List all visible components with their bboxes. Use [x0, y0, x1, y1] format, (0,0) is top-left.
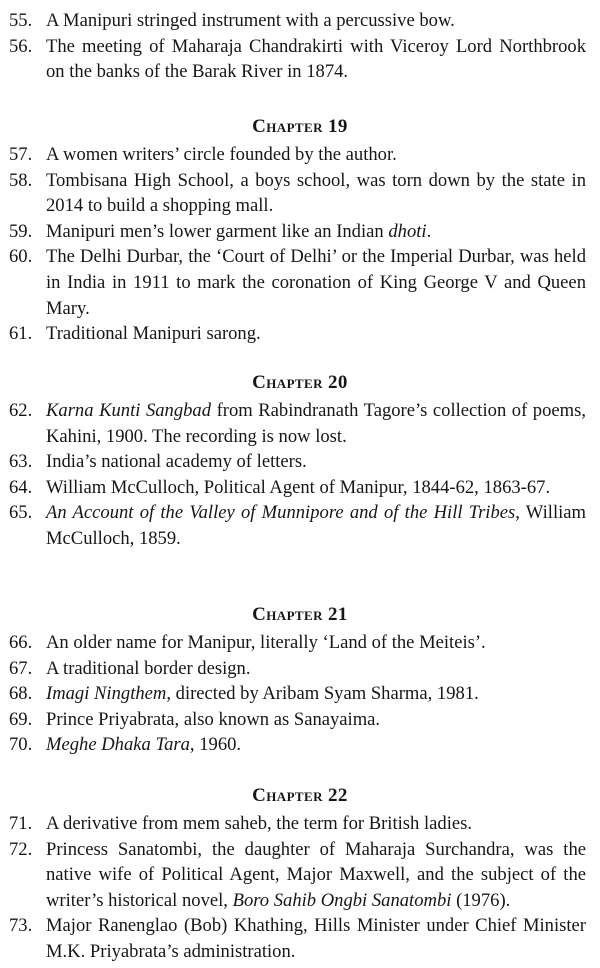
note-number: 71. — [9, 813, 33, 834]
note-number: 56. — [9, 35, 33, 57]
chapter-heading: Chapter 20 — [252, 372, 348, 393]
note-text: Imagi Ningthem, directed by Aribam Syam Sharma, 1981. — [46, 683, 479, 705]
note-71 — [0, 811, 600, 837]
note-55 — [0, 8, 600, 34]
note-text: A Manipuri stringed instrument with a percussive bow. — [46, 10, 455, 31]
note-61 — [0, 321, 600, 347]
note-number: 62. — [9, 400, 33, 421]
note-67 — [0, 656, 600, 682]
note-text: Prince Priyabrata, also known as Sanayaima. — [46, 708, 381, 730]
chapter-20-section — [0, 370, 600, 552]
note-63 — [0, 449, 600, 475]
chapter-heading: Chapter 19 — [252, 116, 348, 137]
note-text: Major Ranenglao (Bob) Khathing, Hills Minister under Chief Minister M.K. Priyabrata’s administration. — [46, 915, 586, 962]
note-text: Manipuri men’s lower garment like an Indian dhoti. — [46, 220, 432, 242]
note-number: 70. — [9, 734, 33, 756]
chapter-19-section — [0, 114, 600, 347]
note-number: 68. — [9, 683, 33, 705]
note-66 — [0, 630, 600, 656]
note-69 — [0, 707, 600, 733]
note-text: Princess Sanatombi, the daughter of Maharaja Surchandra, was the native wife of Political Agent, Major Maxwell, and the subject of the writer’s historical novel, Boro Sahib Ongbi Sanatombi (1976). — [46, 838, 586, 911]
note-text: A traditional border design. — [46, 657, 251, 679]
note-57 — [0, 142, 600, 168]
note-text: The Delhi Durbar, the ‘Court of Delhi’ or the Imperial Durbar, was held in India in 1911 to mark the coronation of King George V and Queen Mary. — [46, 246, 586, 319]
note-number: 60. — [9, 246, 33, 268]
chapter-heading: Chapter 21 — [252, 604, 348, 625]
note-68 — [0, 681, 600, 707]
note-text: An Account of the Valley of Munnipore and of the Hill Tribes, William McCulloch, 1859. — [46, 502, 586, 549]
note-text: A women writers’ circle founded by the author. — [46, 144, 397, 165]
note-text: Tombisana High School, a boys school, was torn down by the state in 2014 to build a shopping mall. — [46, 169, 586, 217]
note-number: 59. — [9, 220, 33, 242]
note-text: William McCulloch, Political Agent of Manipur, 1844-62, 1863-67. — [46, 476, 551, 498]
note-59 — [0, 219, 600, 245]
note-text: A derivative from mem saheb, the term for British ladies. — [46, 813, 472, 834]
note-62 — [0, 398, 600, 449]
note-text: The meeting of Maharaja Chandrakirti with Viceroy Lord Northbrook on the banks of the Barak River in 1874. — [46, 35, 586, 83]
note-number: 55. — [9, 10, 33, 31]
note-number: 61. — [9, 323, 33, 345]
note-text: Meghe Dhaka Tara, 1960. — [46, 734, 242, 756]
chapter-21-section — [0, 602, 600, 758]
note-text: India’s national academy of letters. — [46, 451, 307, 473]
note-number: 69. — [9, 708, 33, 730]
note-number: 67. — [9, 657, 33, 679]
note-number: 64. — [9, 476, 33, 498]
note-58 — [0, 168, 600, 219]
note-72 — [0, 837, 600, 914]
note-number: 63. — [9, 451, 33, 473]
note-number: 73. — [9, 915, 33, 937]
note-text: An older name for Manipur, literally ‘Land of the Meiteis’. — [46, 632, 486, 653]
note-number: 57. — [9, 144, 33, 165]
note-number: 66. — [9, 632, 33, 653]
notes-continuation — [0, 8, 600, 85]
note-number: 58. — [9, 169, 33, 191]
note-64 — [0, 475, 600, 501]
note-65 — [0, 500, 600, 551]
note-text: Karna Kunti Sangbad from Rabindranath Tagore’s collection of poems, Kahini, 1900. The recording is now lost. — [46, 400, 587, 447]
note-70 — [0, 732, 600, 758]
note-text: Traditional Manipuri sarong. — [46, 323, 261, 345]
note-73 — [0, 913, 600, 964]
chapter-heading: Chapter 22 — [252, 785, 348, 806]
note-number: 65. — [9, 502, 33, 524]
chapter-22-section — [0, 783, 600, 965]
note-60 — [0, 244, 600, 321]
note-56 — [0, 34, 600, 85]
note-number: 72. — [9, 838, 33, 860]
